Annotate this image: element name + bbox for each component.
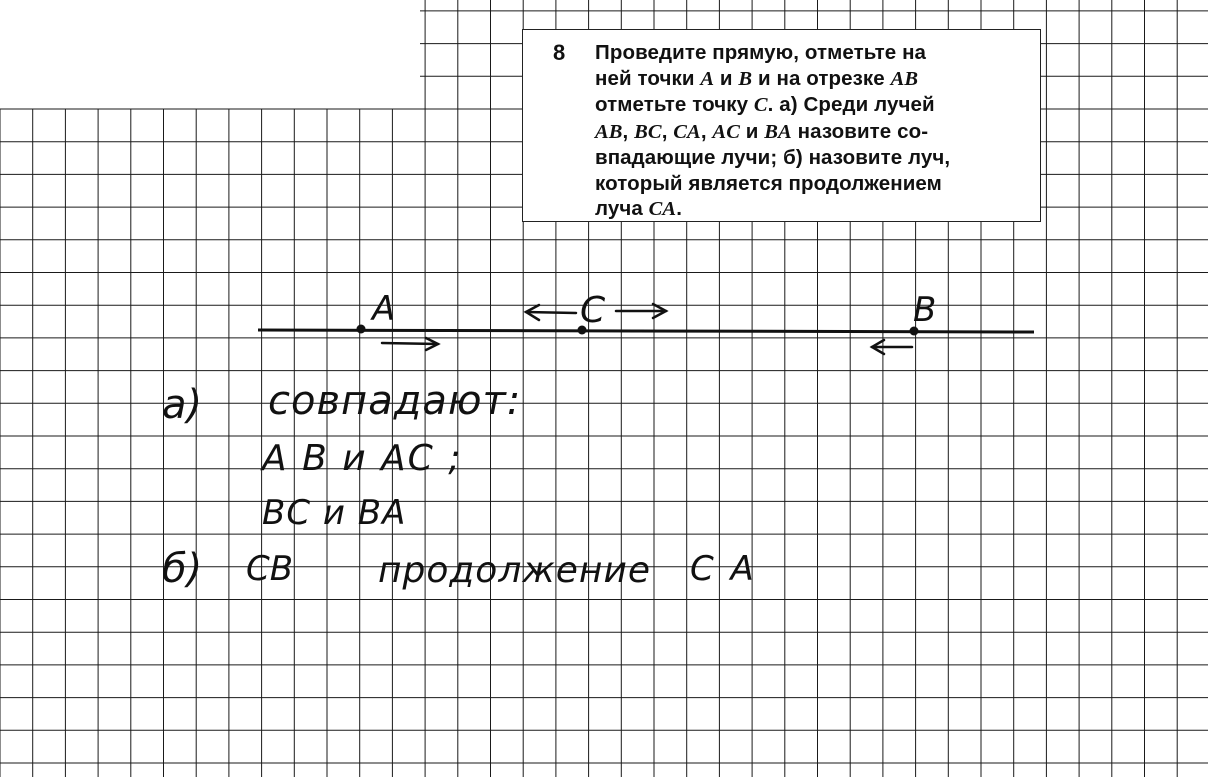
answer-a-label: а) <box>162 382 203 428</box>
answer-a-line1: A B и AC ; <box>262 438 463 479</box>
point-a-label: A <box>372 289 396 329</box>
task-math-symbol: BC <box>634 120 662 143</box>
arrow-c-right-icon <box>616 304 666 318</box>
answer-b-ray2: C A <box>690 549 757 589</box>
task-math-symbol: AB <box>595 120 623 143</box>
task-text-segment: впадающие лучи; б) назовите луч, <box>595 146 951 169</box>
answer-b-word: продолжение <box>378 550 652 591</box>
task-text-segment: ней точки <box>595 66 701 90</box>
answer-a-line2: BC и BA <box>262 493 407 533</box>
task-text-segment: , <box>622 119 635 143</box>
task-text-segment: , <box>700 119 713 143</box>
task-text-segment: . <box>676 197 682 220</box>
point-a-dot <box>357 325 366 334</box>
task-number: 8 <box>553 40 566 65</box>
answer-a-word: совпадают: <box>268 378 522 424</box>
task-text-segment: и <box>714 66 739 90</box>
task-text-segment: назовите со- <box>791 119 929 143</box>
point-c-label: C <box>580 290 606 331</box>
task-text-segment: который является продолжением <box>595 171 942 195</box>
arrow-b-left-icon <box>872 340 912 354</box>
task-math-symbol: B <box>738 67 753 90</box>
task-math-symbol: BA <box>764 120 792 143</box>
arrow-a-right-icon <box>382 338 438 350</box>
task-text-segment: и <box>739 119 765 143</box>
task-math-symbol: A <box>700 67 715 90</box>
answer-b-label: б) <box>162 546 203 592</box>
task-math-symbol: AC <box>712 120 740 143</box>
task-math-symbol: C <box>753 94 768 116</box>
point-b-label: B <box>913 290 937 330</box>
task-text-segment: , <box>661 119 674 143</box>
task-math-symbol: CA <box>648 198 677 220</box>
task-text-segment: и на отрезке <box>752 66 891 90</box>
arrow-c-left-icon <box>526 305 576 320</box>
answer-b-ray: CB <box>246 549 294 589</box>
task-text-segment: . а) Среди лучей <box>767 93 935 116</box>
task-text-segment: Проведите прямую, отметьте на <box>595 41 927 64</box>
task-text-segment: луча <box>595 197 649 220</box>
task-text-segment: отметьте точку <box>595 93 754 116</box>
task-math-symbol: CA <box>673 120 701 143</box>
task-math-symbol: AB <box>890 67 919 90</box>
